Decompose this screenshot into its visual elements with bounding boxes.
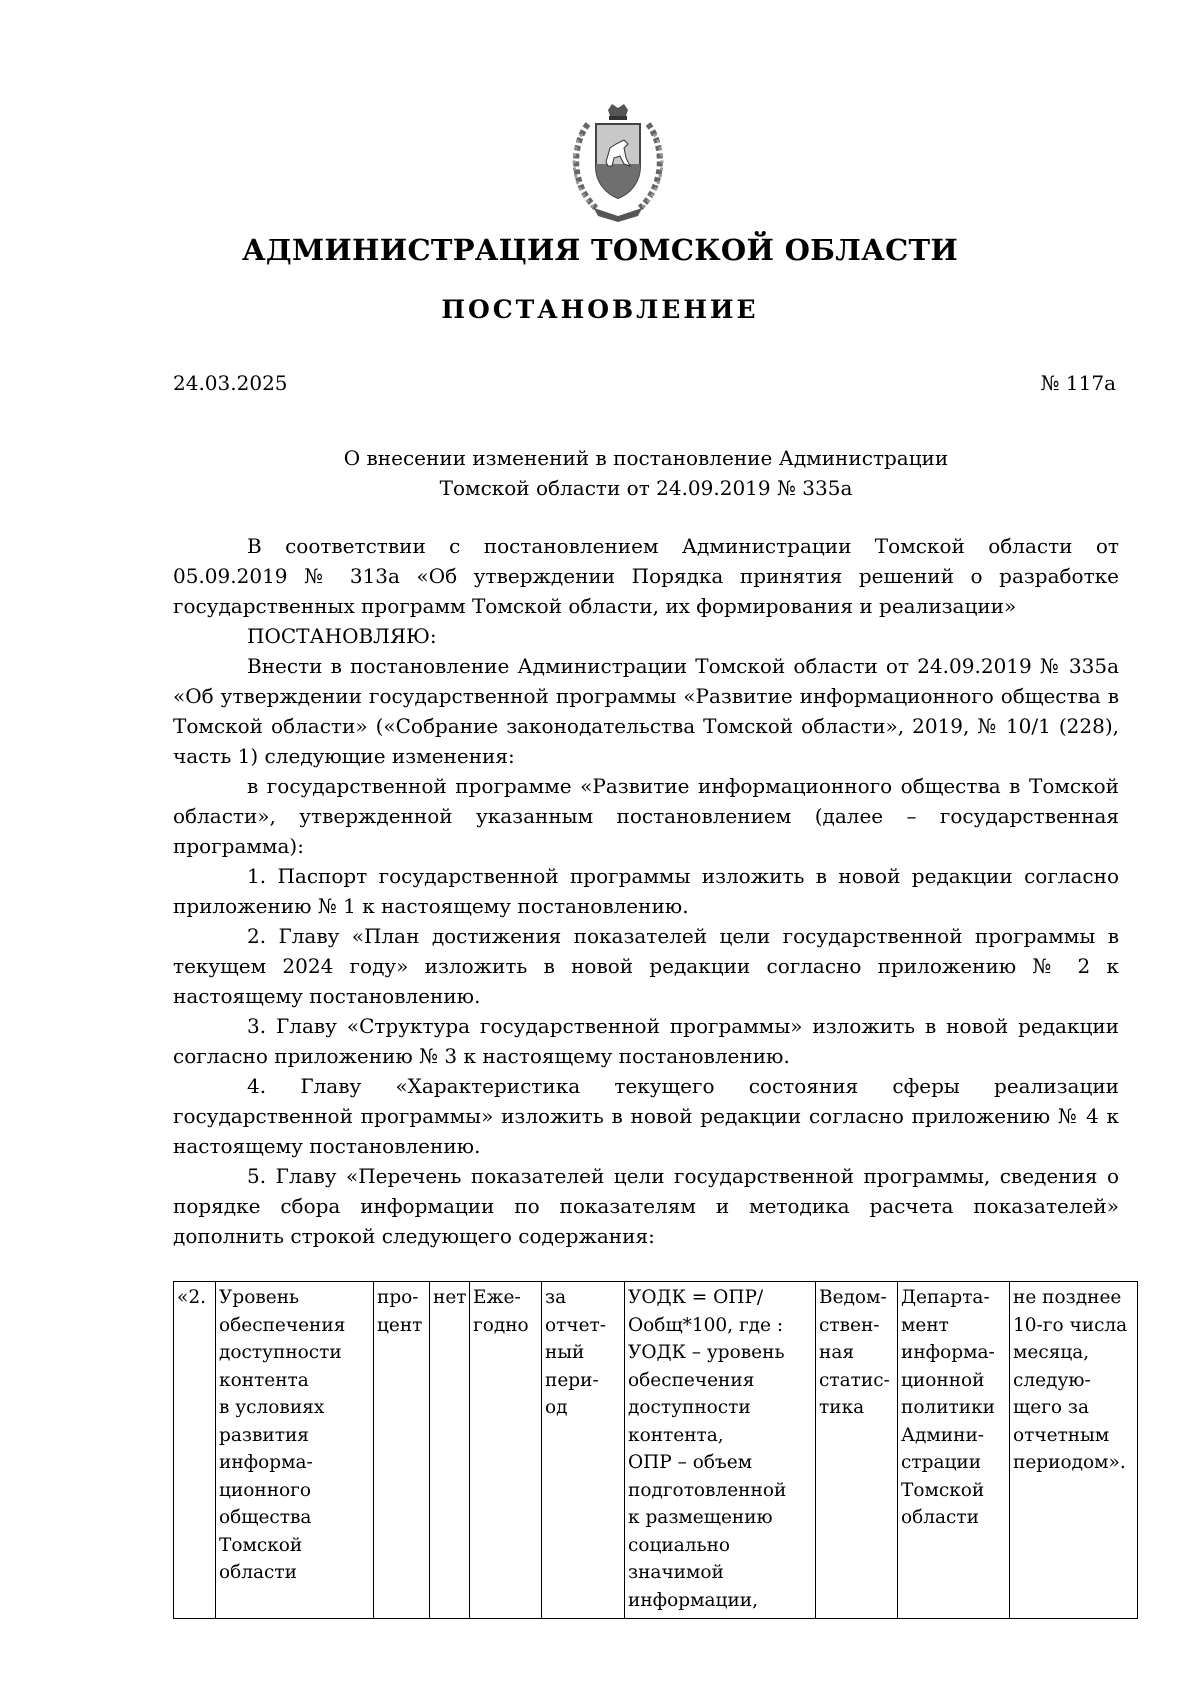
item-1-paragraph: 1. Паспорт государственной программы изложить в новой редакции согласно приложению № 1 к настоящему постановлению. (173, 864, 1119, 918)
time-characteristic-cell: за отчет- ный пери- од (542, 1282, 625, 1619)
document-number: № 117а (1040, 371, 1116, 395)
subject-line-1: О внесении изменений в постановление Администрации (343, 446, 949, 470)
indicator-name-cell: Уровень обеспечения доступности контента в условиях развития информа- ционного общества Томской области (216, 1282, 374, 1619)
row-number-cell: «2. (174, 1282, 216, 1619)
unit-cell: про- цент (374, 1282, 430, 1619)
frequency-cell: Еже- годно (470, 1282, 542, 1619)
document-type-title: ПОСТАНОВЛЕНИЕ (441, 295, 759, 324)
preamble-paragraph: В соответствии с постановлением Администрации Томской области от 05.09.2019 № 313а «Об утверждении Порядка принятия решений о разработке государственных программ Томской области, их формирования и реализации» (173, 534, 1119, 618)
tomsk-emblem-icon (558, 104, 678, 224)
responsible-cell: Департа- мент информа- ционной политики Админи- страции Томской области (898, 1282, 1010, 1619)
amendment-intro-paragraph: Внести в постановление Администрации Томской области от 24.09.2019 № 335а «Об утверждении государственной программы «Развитие информационного общества в Томской области» («Собрание законодательства Томской области», 2019, № 10/1 (228), часть 1) следующие изменения: (173, 654, 1119, 768)
coat-of-arms-icon (558, 104, 678, 224)
table-row (174, 1282, 1138, 1619)
document-body (173, 531, 1119, 1251)
item-3-paragraph: 3. Главу «Структура государственной программы» изложить в новой редакции согласно приложению № 3 к настоящему постановлению. (173, 1014, 1119, 1068)
dynamics-cell: нет (430, 1282, 470, 1619)
document-subject (173, 443, 1119, 503)
data-source-cell: Ведом- ствен- ная статис- тика (816, 1282, 898, 1619)
calculation-method-cell: УОДК = ОПР/ Ообщ*100, где : УОДК – уровень обеспечения доступности контента, ОПР – объем подготовленной к размещению социально значимой информации, (625, 1282, 816, 1619)
subject-line-2: Томской области от 24.09.2019 № 335а (439, 476, 853, 500)
item-4-paragraph: 4. Главу «Характеристика текущего состояния сферы реализации государственной программы» изложить в новой редакции согласно приложению № 4 к настоящему постановлению. (173, 1074, 1119, 1158)
indicator-table (173, 1281, 1138, 1619)
resolution-word: ПОСТАНОВЛЯЮ: (247, 624, 437, 648)
program-paragraph: в государственной программе «Развитие информационного общества в Томской области», утвержденной указанным постановлением (далее – государственная программа): (173, 774, 1119, 858)
organization-title: АДМИНИСТРАЦИЯ ТОМСКОЙ ОБЛАСТИ (241, 233, 959, 267)
item-5-paragraph: 5. Главу «Перечень показателей цели государственной программы, сведения о порядке сбора информации по показателям и методика расчета показателей» дополнить строкой следующего содержания: (173, 1164, 1119, 1248)
deadline-cell: не позднее 10-го числа месяца, следую- щего за отчетным периодом». (1010, 1282, 1138, 1619)
document-date: 24.03.2025 (173, 371, 288, 395)
item-2-paragraph: 2. Главу «План достижения показателей цели государственной программы в текущем 2024 году» изложить в новой редакции согласно приложению № 2 к настоящему постановлению. (173, 924, 1119, 1008)
